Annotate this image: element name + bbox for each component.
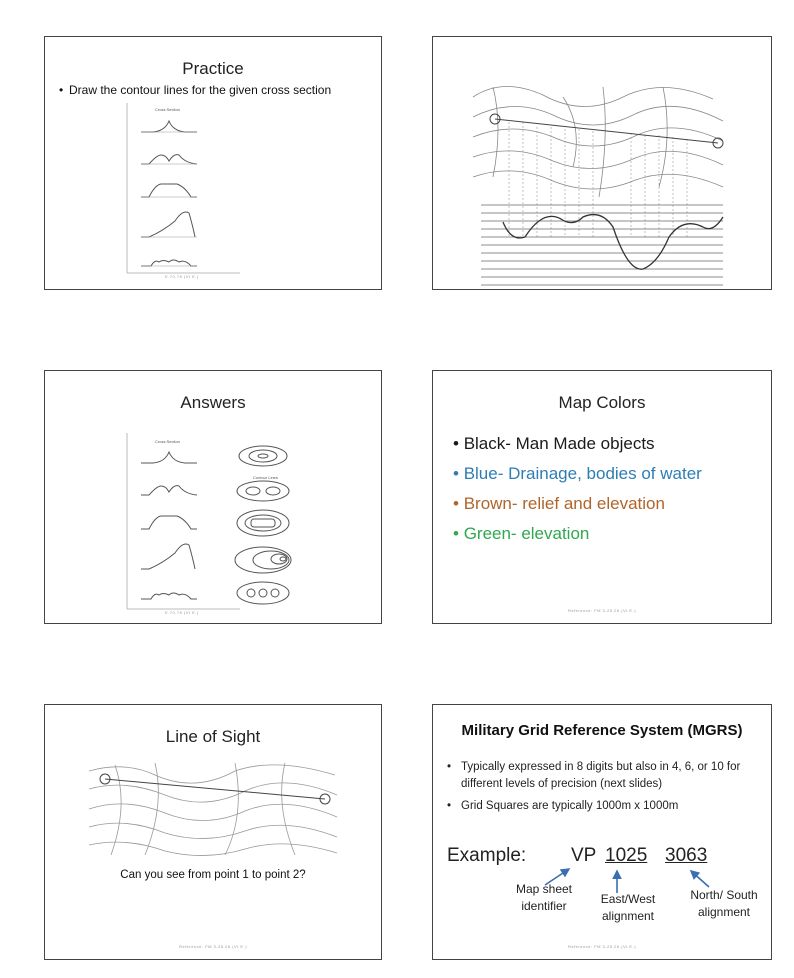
bullet-item: • Draw the contour lines for the given cross section	[59, 83, 332, 97]
reference-note: Reference: FM 3-25.26 (Vt E.)	[567, 944, 637, 949]
figure-label-right: Contour Lines	[253, 475, 278, 480]
label-north-south: North/ South alignment	[690, 888, 758, 919]
slide-profile-map	[432, 36, 772, 290]
figure-label: Cross Section	[155, 107, 180, 112]
bullet-dot-icon: •	[453, 434, 464, 453]
slide-title: Answers	[180, 393, 246, 412]
example-easting: 1025	[605, 845, 648, 866]
color-item-brown: • Brown- relief and elevation	[453, 494, 665, 513]
label-map-sheet-identifier: Map sheet identifier	[515, 882, 573, 913]
bullet-dot-icon: •	[59, 83, 64, 97]
label-east-west: East/West alignment	[600, 892, 656, 923]
slide-mgrs	[432, 704, 772, 960]
bullet-dot-icon: •	[453, 524, 464, 543]
color-list	[453, 429, 702, 549]
answer-figure	[45, 371, 382, 624]
reference-note: E.70.76 (Vt E.)	[165, 274, 199, 279]
slide-title: Line of Sight	[165, 727, 261, 746]
bullet-item: • Typically expressed in 8 digits but also in 4, 6, or 10 for different levels of precision (next slides)	[447, 761, 741, 790]
slide-title: Map Colors	[558, 393, 646, 412]
slide-title: Practice	[182, 59, 244, 78]
example-prefix: VP	[571, 845, 597, 866]
color-item-black: • Black- Man Made objects	[453, 434, 655, 453]
reference-note: Reference: FM 3-25.26 (Vt E.)	[178, 944, 248, 949]
slide-practice	[44, 36, 382, 290]
bullet-item: • Grid Squares are typically 1000m x 1000m	[447, 798, 767, 815]
example-label: Example:	[447, 845, 527, 866]
slide-answers	[44, 370, 382, 624]
slide-line-of-sight	[44, 704, 382, 960]
slide-title: Military Grid Reference System (MGRS)	[461, 722, 743, 739]
figure-label-left: Cross Section	[155, 439, 180, 444]
slide-map-colors	[432, 370, 772, 624]
example-northing: 3063	[665, 845, 708, 866]
reference-note: Reference: FM 3-25.26 (Vt E.)	[567, 608, 637, 613]
color-item-blue: • Blue- Drainage, bodies of water	[453, 464, 702, 483]
bullet-dot-icon: •	[453, 464, 464, 483]
bullet-dot-icon: •	[453, 494, 464, 513]
color-item-green: • Green- elevation	[453, 524, 590, 543]
reference-note: E.70.76 (Vt E.)	[165, 610, 199, 615]
question-text: Can you see from point 1 to point 2?	[120, 869, 306, 881]
bullet-dot-icon: •	[447, 761, 452, 773]
bullet-dot-icon: •	[447, 800, 452, 812]
line-of-sight-map	[45, 705, 382, 960]
cross-section-figure	[45, 37, 382, 290]
contour-map-profile-figure	[433, 37, 772, 290]
